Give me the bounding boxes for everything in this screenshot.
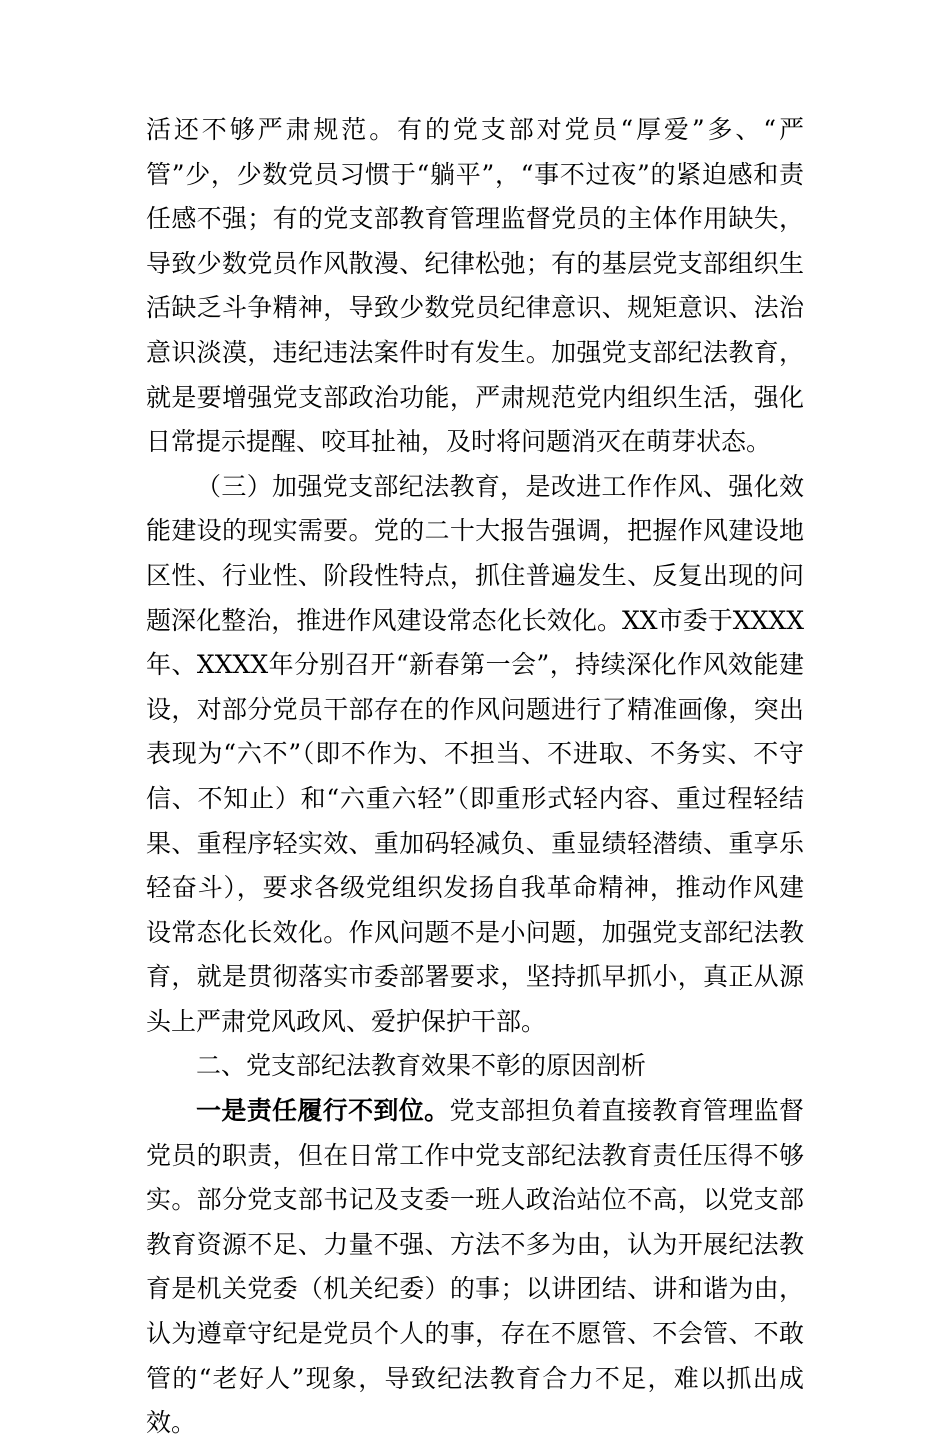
document-body: [146, 108, 804, 1446]
paragraph-section-three: （三）加强党支部纪法教育，是改进工作作风、强化效能建设的现实需要。党的二十大报告强调，把握作风建设地区性、行业性、阶段性特点，抓住普遍发生、反复出现的问题深化整治，推进作风建设常态化长效化。XX市委于XXXX年、XXXX年分别召开“新春第一会”，持续深化作风效能建设，对部分党员干部存在的作风问题进行了精准画像，突出表现为“六不”（即不作为、不担当、不进取、不务实、不守信、不知止）和“六重六轻”（即重形式轻内容、重过程轻结果、重程序轻实效、重加码轻减负、重显绩轻潜绩、重享乐轻奋斗），要求各级党组织发扬自我革命精神，推动作风建设常态化长效化。作风问题不是小问题，加强党支部纪法教育，就是贯彻落实市委部署要求，坚持抓早抓小，真正从源头上严肃党风政风、爱护保护干部。: [146, 471, 804, 1036]
paragraph-body-text: 党支部担负着直接教育管理监督党员的职责，但在日常工作中党支部纪法教育责任压得不够实。部分党支部书记及支委一班人政治站位不高，以党支部教育资源不足、力量不强、方法不多为由，认为开展纪法教育是机关党委（机关纪委）的事；以讲团结、讲和谐为由，认为遵章守纪是党员个人的事，存在不愿管、不会管、不敢管的“老好人”现象，导致纪法教育合力不足，难以抓出成效。: [146, 1096, 804, 1438]
paragraph-responsibility: [146, 1089, 804, 1446]
paragraph-continuation: 活还不够严肃规范。有的党支部对党员“厚爱”多、“严管”少，少数党员习惯于“躺平”，“事不过夜”的紧迫感和责任感不强；有的党支部教育管理监督党员的主体作用缺失，导致少数党员作风散漫、纪律松弛；有的基层党支部组织生活缺乏斗争精神，导致少数党员纪律意识、规矩意识、法治意识淡漠，违纪违法案件时有发生。加强党支部纪法教育，就是要增强党支部政治功能，严肃规范党内组织生活，强化日常提示提醒、咬耳扯袖，及时将问题消灭在萌芽状态。: [146, 115, 804, 457]
paragraph-lead-phrase: 一是责任履行不到位。: [196, 1096, 450, 1126]
section-heading: 二、党支部纪法教育效果不彰的原因剖析: [196, 1051, 647, 1081]
